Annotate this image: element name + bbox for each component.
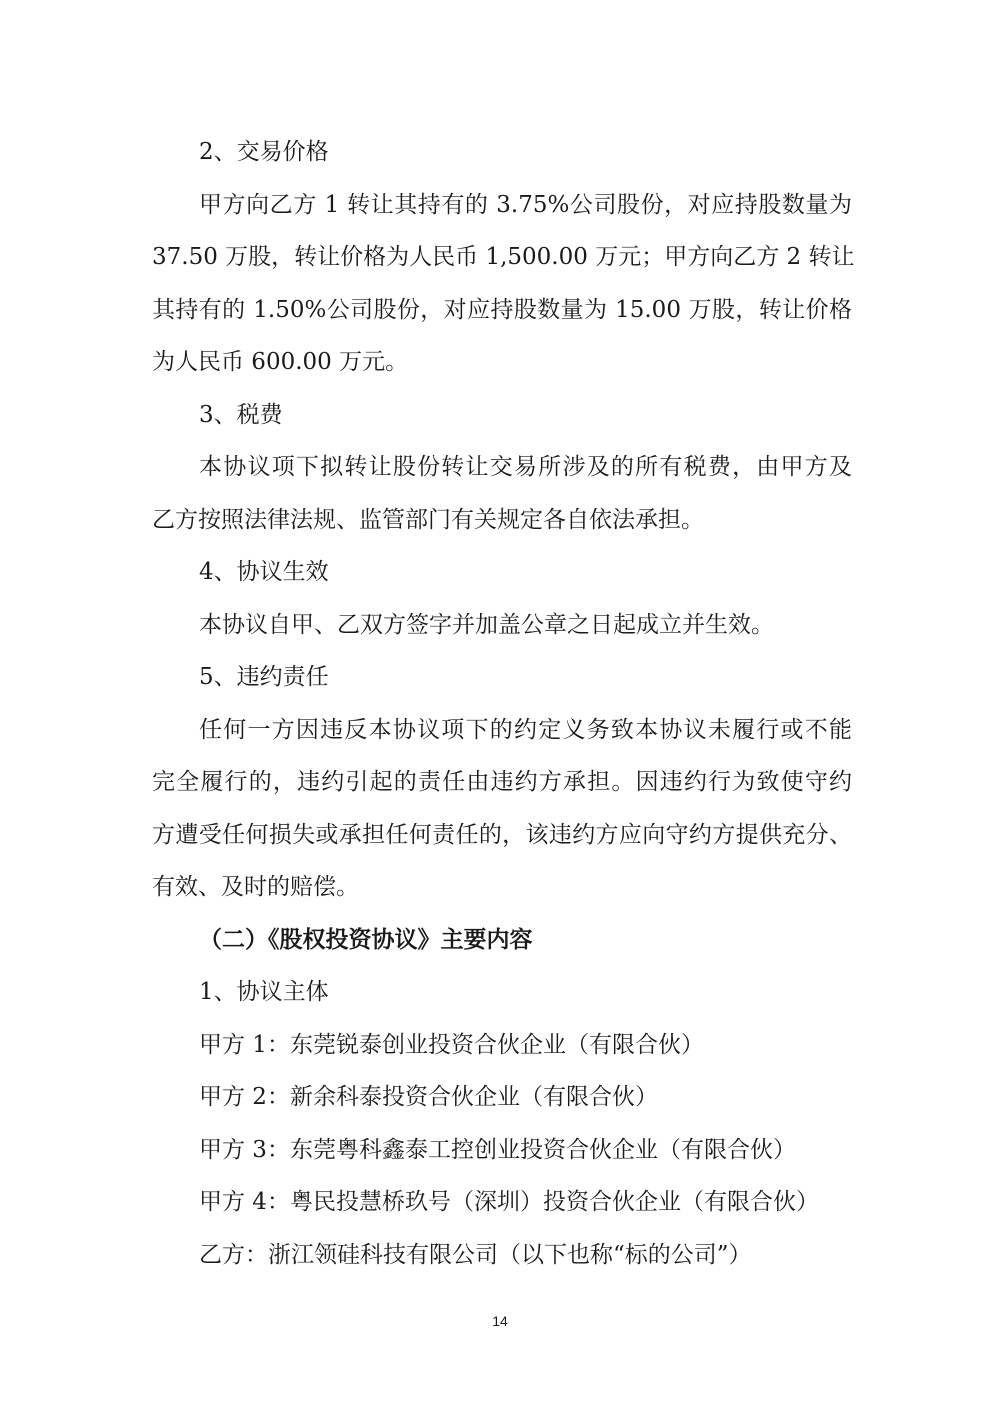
paragraph-line: 任何一方因违反本协议项下的约定义务致本协议未履行或不能: [199, 716, 852, 743]
paragraph-line: 完全履行的，违约引起的责任由违约方承担。因违约行为致使守约: [152, 769, 852, 795]
page-number: 14: [492, 1313, 508, 1329]
paragraph-line: 本协议自甲、乙双方签字并加盖公章之日起成立并生效。: [199, 611, 774, 638]
document-body: [152, 126, 855, 1281]
paragraph-line: 本协议项下拟转让股份转让交易所涉及的所有税费，由甲方及: [199, 454, 852, 480]
heading-transaction-price: 2、交易价格: [199, 139, 329, 165]
heading-agreement-parties: 1、协议主体: [199, 979, 329, 1005]
paragraph-line: 甲方向乙方 1 转让其持有的 3.75%公司股份，对应持股数量为: [199, 191, 852, 218]
paragraph-line: 方遭受任何损失或承担任何责任的，该违约方应向守约方提供充分、: [152, 821, 852, 848]
party-item: 甲方 4：粤民投慧桥玖号（深圳）投资合伙企业（有限合伙）: [199, 1189, 819, 1215]
heading-breach-liability: 5、违约责任: [199, 664, 329, 690]
paragraph-line: 37.50 万股，转让价格为人民币 1,500.00 万元；甲方向乙方 2 转让: [152, 244, 855, 270]
party-item: 甲方 2：新余科泰投资合伙企业（有限合伙）: [199, 1084, 658, 1110]
heading-taxes: 3、税费: [199, 401, 283, 428]
party-item: 甲方 1：东莞锐泰创业投资合伙企业（有限合伙）: [199, 1031, 704, 1058]
paragraph-line: 为人民币 600.00 万元。: [152, 349, 409, 375]
section-title: （二）《股权投资协议》主要内容: [199, 925, 533, 953]
party-item: 甲方 3：东莞粤科鑫泰工控创业投资合伙企业（有限合伙）: [199, 1136, 796, 1163]
party-item: 乙方：浙江领硅科技有限公司（以下也称“标的公司”）: [199, 1241, 752, 1268]
heading-agreement-effect: 4、协议生效: [199, 559, 329, 585]
paragraph-line: 有效、及时的赔偿。: [152, 874, 359, 900]
paragraph-line: 乙方按照法律法规、监管部门有关规定各自依法承担。: [152, 506, 704, 533]
paragraph-line: 其持有的 1.50%公司股份，对应持股数量为 15.00 万股，转让价格: [152, 296, 852, 323]
